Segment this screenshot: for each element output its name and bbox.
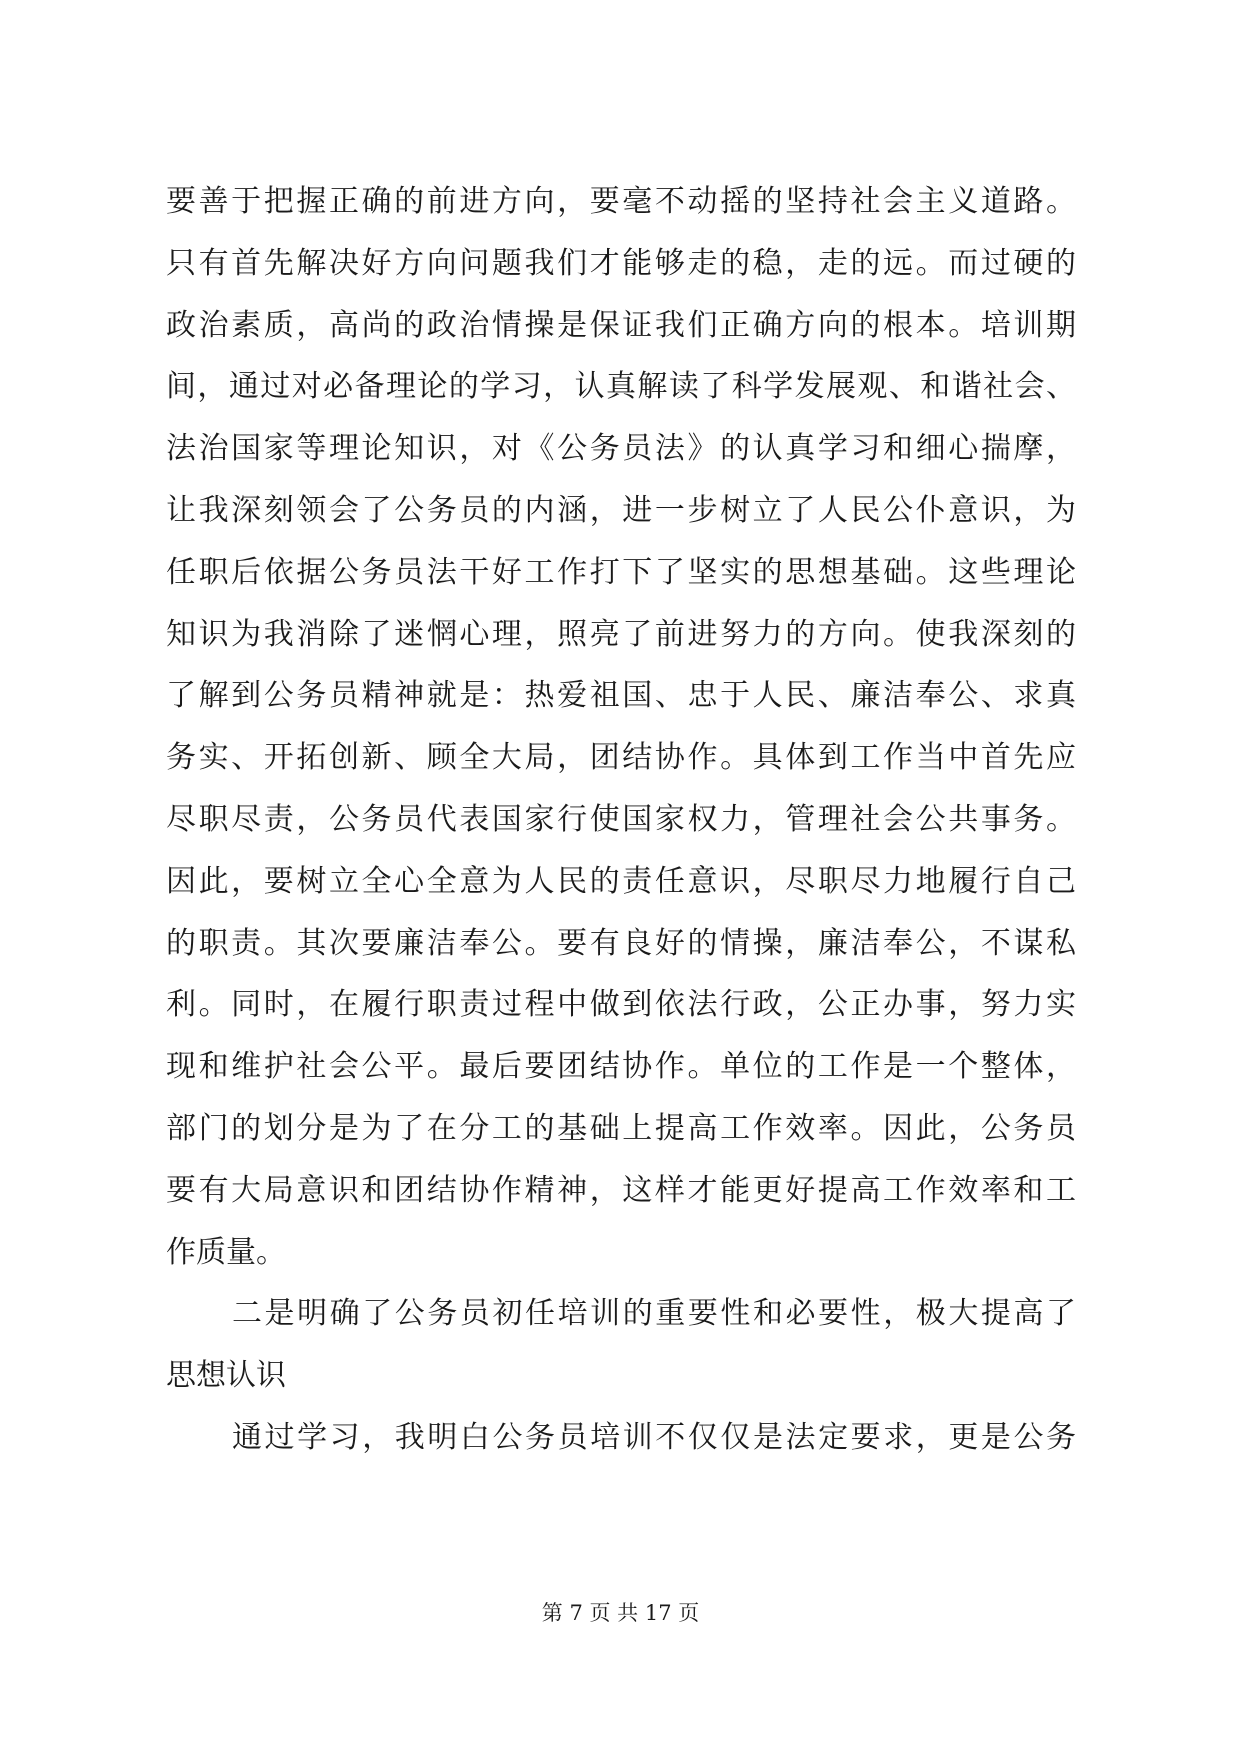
paragraph-line: 要有大局意识和团结协作精神，这样才能更好提高工作效率和工 [166,1172,1076,1208]
paragraph-line: 的职责。其次要廉洁奉公。要有良好的情操，廉洁奉公，不谋私 [166,925,1076,961]
paragraph-line: 让我深刻领会了公务员的内涵，进一步树立了人民公仆意识，为 [166,492,1076,528]
paragraph-line: 务实、开拓创新、顾全大局，团结协作。具体到工作当中首先应 [166,740,1076,776]
paragraph-line: 部门的划分是为了在分工的基础上提高工作效率。因此，公务员 [166,1110,1076,1146]
document-body [166,171,1076,1469]
paragraph-line: 任职后依据公务员法干好工作打下了坚实的思想基础。这些理论 [166,554,1076,590]
paragraph-line: 法治国家等理论知识，对《公务员法》的认真学习和细心揣摩， [166,431,1076,467]
paragraph-line: 尽职尽责，公务员代表国家行使国家权力，管理社会公共事务。 [166,801,1076,837]
paragraph-line: 政治素质，高尚的政治情操是保证我们正确方向的根本。培训期 [166,307,1076,343]
paragraph-line: 间，通过对必备理论的学习，认真解读了科学发展观、和谐社会、 [166,369,1076,405]
section-heading-line: 二是明确了公务员初任培训的重要性和必要性，极大提高了 [232,1296,1076,1332]
section-heading-line: 思想认识 [166,1358,286,1394]
paragraph-line: 利。同时，在履行职责过程中做到依法行政，公正办事，努力实 [166,987,1076,1023]
paragraph-line: 了解到公务员精神就是：热爱祖国、忠于人民、廉洁奉公、求真 [166,678,1076,714]
paragraph-line: 因此，要树立全心全意为人民的责任意识，尽职尽力地履行自己 [166,863,1076,899]
paragraph-line: 要善于把握正确的前进方向，要毫不动摇的坚持社会主义道路。 [166,184,1076,219]
page-footer: 第 7 页 共 17 页 [541,1601,700,1625]
paragraph-line: 作质量。 [166,1234,286,1270]
paragraph-line: 只有首先解决好方向问题我们才能够走的稳，走的远。而过硬的 [166,245,1076,281]
paragraph-line: 知识为我消除了迷惘心理，照亮了前进努力的方向。使我深刻的 [166,616,1076,652]
paragraph-line: 现和维护社会公平。最后要团结协作。单位的工作是一个整体， [166,1049,1076,1085]
paragraph-line: 通过学习，我明白公务员培训不仅仅是法定要求，更是公务 [232,1419,1076,1455]
